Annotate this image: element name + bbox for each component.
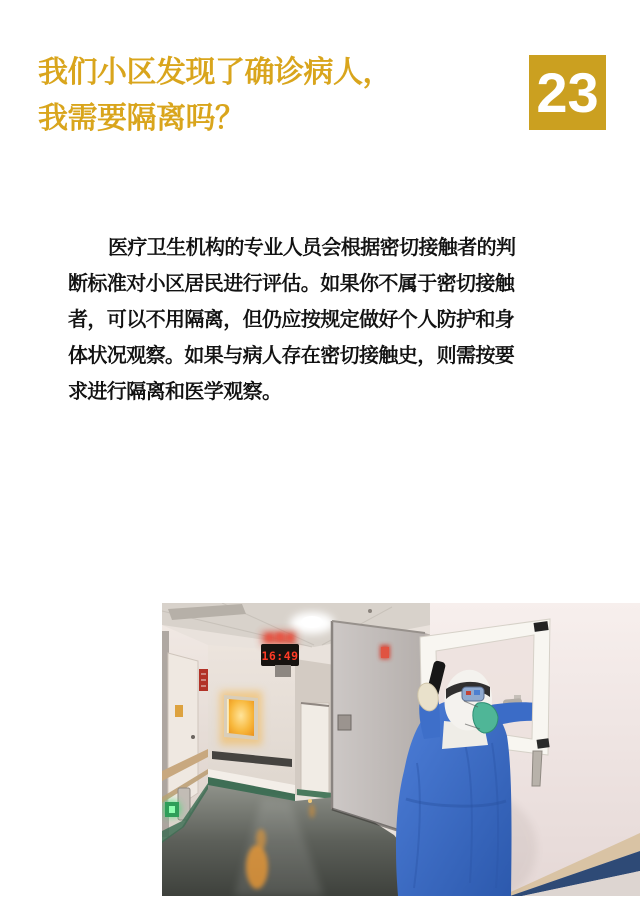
- lit-window: [228, 699, 254, 736]
- body-paragraph: [68, 230, 515, 410]
- title-line-2: 我需要隔离吗？: [38, 102, 245, 135]
- door-notice: [175, 705, 183, 717]
- far-door: [301, 703, 329, 793]
- page-number-badge: 23: [529, 55, 606, 130]
- far-corridor: [295, 659, 335, 799]
- corridor-photo-illustration: [162, 603, 640, 896]
- body-line-2: 断标准对小区居民进行评估。如果你不属于密切接触: [68, 273, 515, 295]
- title-line-1: 我们小区发现了确诊病人，: [38, 56, 392, 89]
- body-line-3: 者，可以不用隔离，但仍应按规定做好个人防护和身: [68, 309, 515, 331]
- body-line-4: 体状况观察。如果与病人存在密切接触史，则需按要: [68, 345, 515, 367]
- page-title: [38, 50, 392, 142]
- clock-time: 16:49: [261, 649, 299, 663]
- goggles: [462, 687, 484, 701]
- body-line-1: 医疗卫生机构的专业人员会根据密切接触者的判: [108, 237, 516, 259]
- corridor-photo: [162, 603, 640, 896]
- door-handle-plate: [338, 715, 351, 730]
- body-line-5: 求进行隔离和医学观察。: [68, 381, 282, 403]
- floor-reflection: [246, 845, 268, 889]
- frame-bracket: [532, 751, 542, 786]
